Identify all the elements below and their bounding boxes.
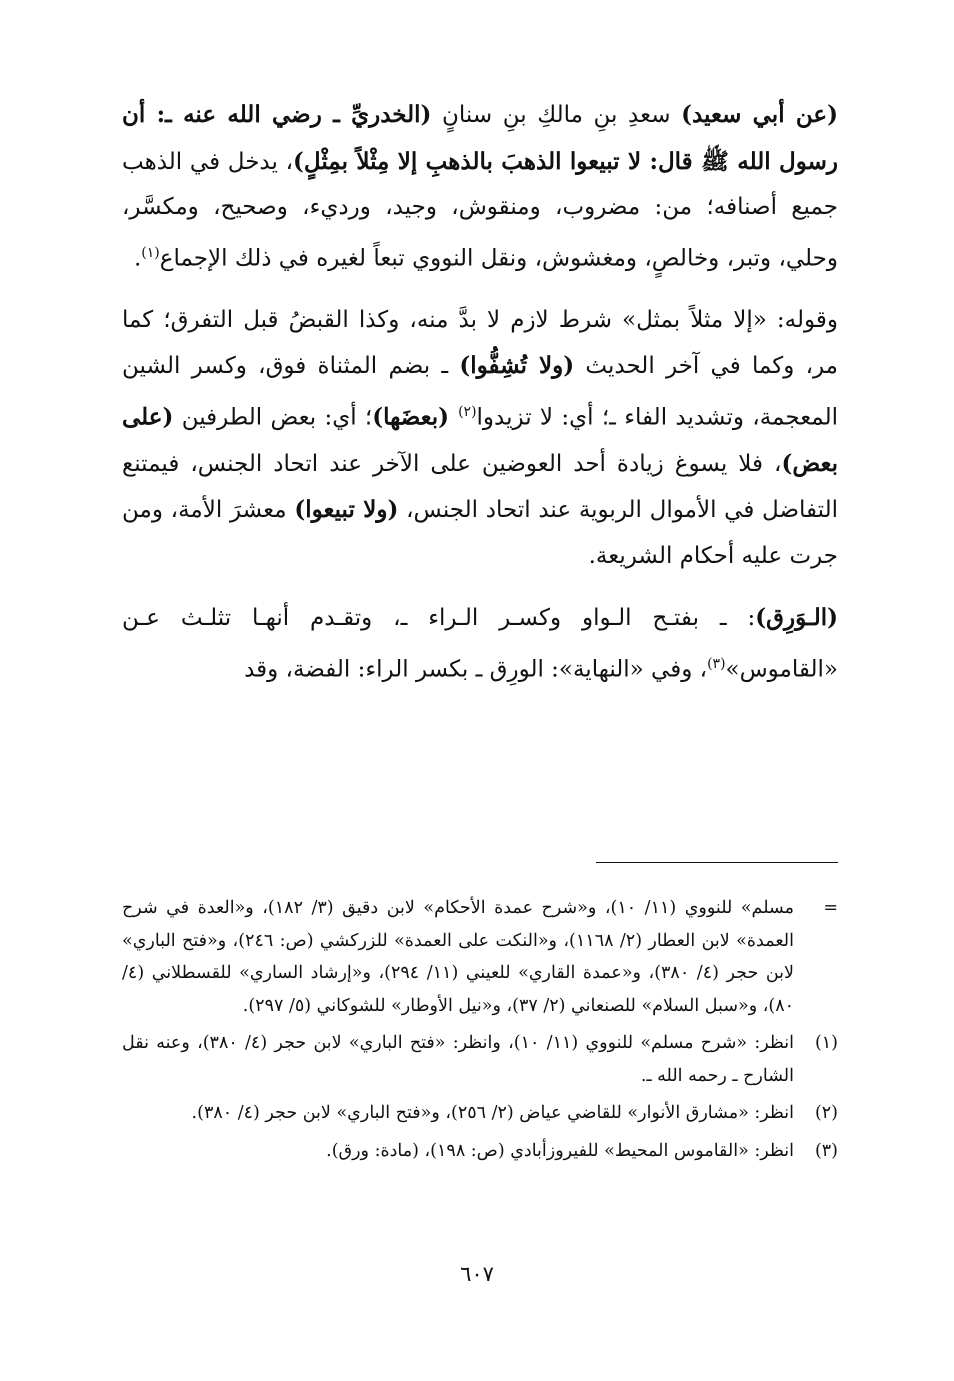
footnote-marker: (٢)	[814, 1103, 838, 1123]
text-segment: وقوله: «إلا مثلاً بمثل» شرط لازم لا بدَّ منه، وكذا القبضُ قبل التفرق؛ كما مر، وكما في آخر الحديث	[122, 306, 838, 380]
paragraph-wariq	[122, 595, 838, 693]
text-segment: (ولا تُشِفُّوا)	[459, 352, 575, 380]
footnote-1	[122, 1027, 838, 1092]
page-body	[122, 92, 838, 1161]
paragraph-hadith	[122, 92, 838, 282]
text-segment: ـ بضم المثناة فوق، وكسر الشين المعجمة، وتشديد الفاء ـ؛ أي: لا تزيدوا	[122, 353, 838, 431]
text-segment: (الخدريِّ ـ رضي الله عنه ـ: أن رسول الله ﷺ قال: لا تبيعوا الذهبَ بالذهبِ إلا مِثْلاً بمِثْلٍ)	[122, 101, 838, 175]
footnote-ref-1[interactable]: (١)	[141, 244, 160, 261]
footnote-marker: (٣)	[814, 1140, 838, 1161]
text-segment: معشرَ الأمة، ومن جرت عليه أحكام الشريعة.	[122, 497, 838, 569]
text-segment: ، وفي «النهاية»: الورِق ـ بكسر الراء: الفضة، وقد	[244, 656, 708, 683]
text-segment: ، فلا يسوغ زيادة أحد العوضين على الآخر عند اتحاد الجنس، فيمتنع التفاضل في الأموال الربوية عند اتحاد الجنس،	[122, 450, 838, 524]
footnote-ref-2[interactable]: (٢)	[458, 403, 477, 420]
footnote-marker: (١)	[814, 1033, 838, 1053]
text-segment: (عن أبي سعيد)	[681, 101, 838, 128]
footnote-2	[122, 1097, 838, 1130]
text-segment: ، يدخل في الذهب جميع أصنافه؛ من: مضروب، ومنقوش، وجيد، ورديء، وصحيح، ومكسَّر، وحلي، وتبر، وخالصٍ، ومغشوش، ونقل النووي تبعاً لغيره في ذلك الإجماع	[122, 148, 838, 272]
text-segment: : ـ بفتـح الـواو وكسـر الـراء ـ، وتقـدم أنهـا تثلـث عـن «القاموس»	[122, 605, 838, 683]
text-segment: ؛ أي: بعض الطرفين	[173, 404, 373, 431]
footnote-marker: =	[823, 898, 838, 918]
footnote-text: انظر: «مشارق الأنوار» للقاضي عياض (٢/ ٢٥٦)، و«فتح الباري» لابن حجر (٤/ ٣٨٠).	[191, 1103, 794, 1123]
text-segment: (بعضَها)	[372, 403, 459, 431]
footnote-continued	[122, 892, 838, 1022]
text-segment: (ولا تبيعوا)	[294, 496, 399, 524]
footnote-text: انظر: «شرح مسلم» للنووي (١١/ ١٠)، وانظر: «فتح الباري» لابن حجر (٤/ ٣٨٠)، وعنه نقل الشارح ـ رحمه الله ـ.	[122, 1033, 794, 1086]
text-segment: (الـوَرِق)	[755, 604, 838, 632]
footnote-text: انظر: «القاموس المحيط» للفيروزأبادي (ص: ١٩٨)، (مادة: ورق).	[326, 1140, 794, 1161]
paragraph-commentary	[122, 298, 838, 580]
footnote-ref-3[interactable]: (٣)	[707, 655, 726, 672]
text-segment: سعدِ بنِ مالكِ بنِ سنانٍ	[431, 102, 682, 128]
footnote-text: مسلم» للنووي (١١/ ١٠)، و«شرح عمدة الأحكام» لابن دقيق (٣/ ١٨٢)، و«العدة في شرح العمدة» لابن العطار (٢/ ١١٦٨)، و«النكت على العمدة» للزركشي (ص: ٢٤٦)، و«فتح الباري» لابن حجر (٤/ ٣٨٠)، و«عمدة القاري» للعيني (١١/ ٢٩٤)، و«إرشاد الساري» للقسطلاني (٤/ ٨٠)، و«سبل السلام» للصنعاني (٢/ ٣٧)، و«نيل الأوطار» للشوكاني (٥/ ٢٩٧).	[122, 898, 795, 1016]
text-segment: .	[133, 245, 142, 272]
text-segment: (على بعض)	[122, 403, 838, 477]
footnotes	[122, 892, 838, 1172]
footnote-divider	[596, 862, 838, 863]
page-number: ٦٠٧	[460, 1262, 494, 1286]
footnote-3	[122, 1135, 838, 1168]
